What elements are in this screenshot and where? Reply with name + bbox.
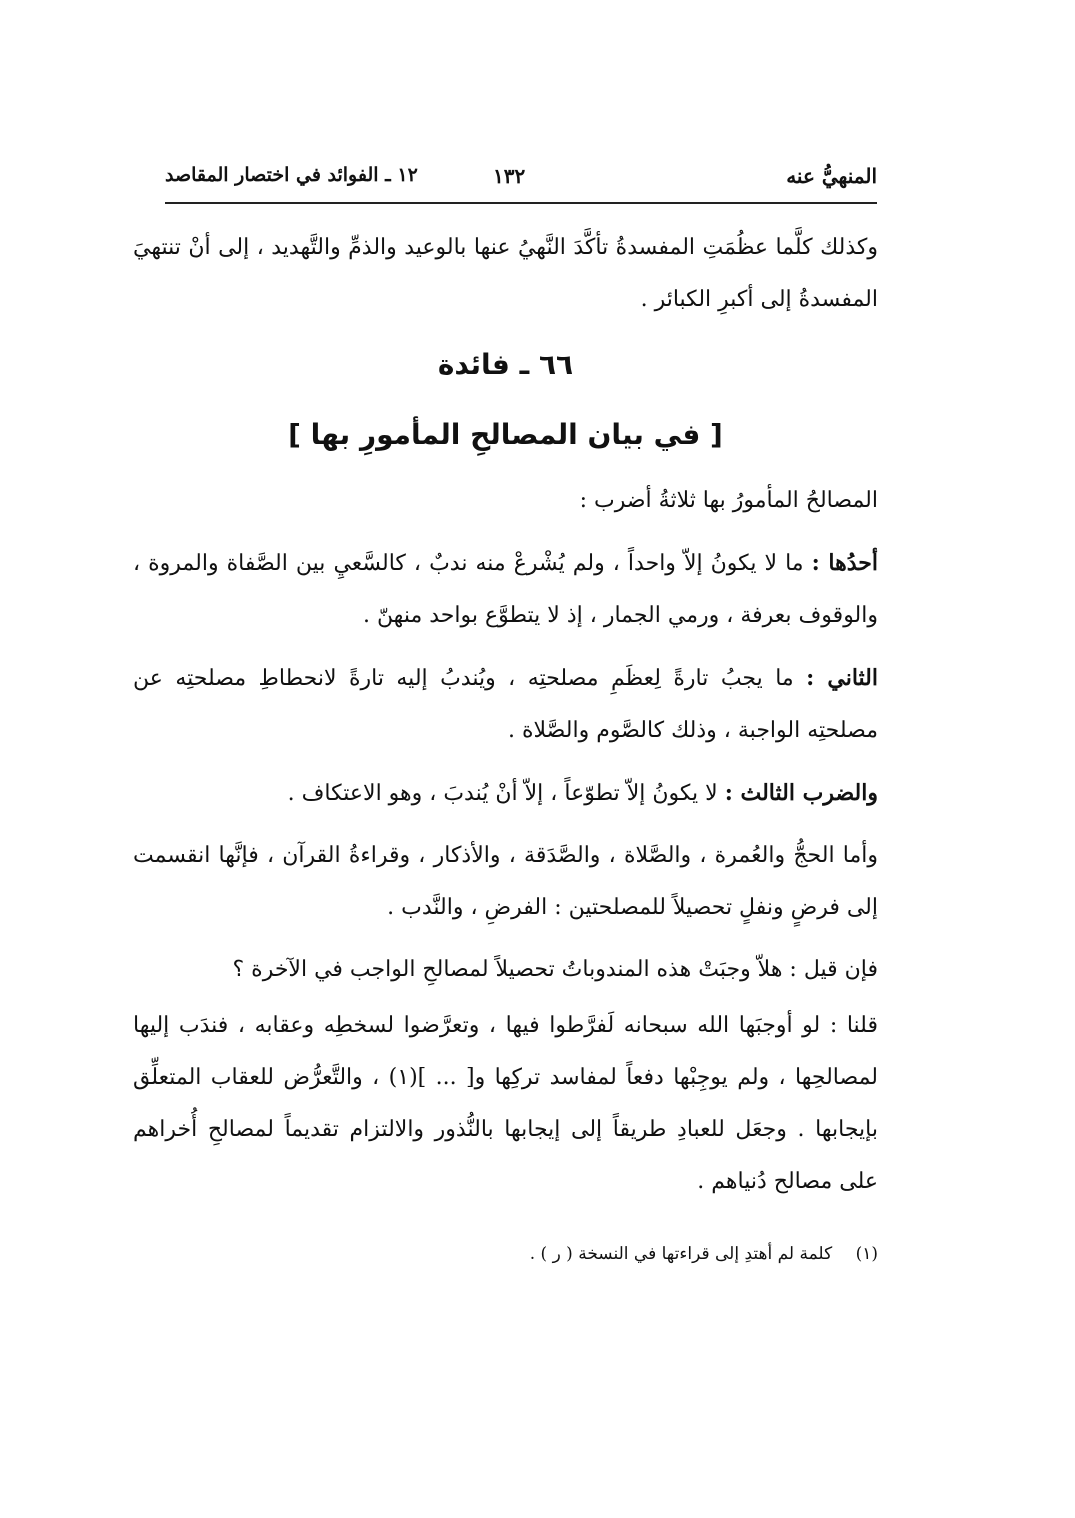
paragraph-question xyxy=(133,944,878,996)
paragraph-text: لا يكونُ إلاّ تطوّعاً ، إلاّ أنْ يُندبَ ، وهو الاعتكاف . xyxy=(287,781,718,806)
section-subtitle: [ في بيان المصالحِ المأمورِ بها ] xyxy=(288,418,723,451)
footnote-marker: (١) xyxy=(855,1244,878,1264)
paragraph-lead: الثاني : xyxy=(806,665,878,691)
paragraph-text: المصالحُ المأمورُ بها ثلاثةُ أضرب : xyxy=(579,488,878,513)
footnote xyxy=(133,1237,878,1271)
paragraph-first-type xyxy=(133,537,878,642)
paragraph-text: قلنا : لو أوجبَها الله سبحانه لَفرَّطوا فيها ، وتعرَّضوا لسخطِه وعقابه ، فندَب إليها لمصالحِها ، ولم يوجِبْها دفعاً لمفاسد تركِها و[ ... ](١) ، والتَّعرُّض للعقاب المتعلِّق بإيجابها . وجعَل للعبادِ طريقاً إلى إيجابها بالنُّذور والالتزام تقديماً لمصالحِ أُخراهم على مصالح دُنياهم . xyxy=(133,1013,878,1194)
main-text xyxy=(133,475,878,1208)
paragraph-third-type xyxy=(133,767,878,820)
intro-paragraph-block xyxy=(133,222,878,326)
footnote-text: كلمة لم أهتدِ إلى قراءتها في النسخة ( ر ) . xyxy=(529,1244,833,1264)
intro-paragraph: وكذلك كلَّما عظُمَتِ المفسدةُ تأكَّدَ النَّهيُ عنها بالوعيد والذمِّ والتَّهديد ، إلى أنْ تنتهيَ المفسدةُ إلى أكبرِ الكبائر . xyxy=(133,235,878,312)
header-book-title: ١٢ ـ الفوائد في اختصار المقاصد xyxy=(165,164,418,186)
section-heading: ٦٦ ـ فائدة xyxy=(437,348,574,381)
paragraph-second-type xyxy=(133,652,878,757)
paragraph-text: وأما الحجُّ والعُمرة ، والصَّلاة ، والصَّدَقة ، والأذكار ، وقراءةُ القرآن ، فإنَّها انقسمت إلى فرضٍ ونفلٍ تحصيلاً للمصلحتين : الفرضِ ، والنَّدب . xyxy=(133,843,878,920)
paragraph-lead: والضرب الثالث : xyxy=(724,780,878,806)
paragraph-text: فإن قيل : هلاّ وجبَتْ هذه المندوباتُ تحصيلاً لمصالحِ الواجب في الآخرة ؟ xyxy=(232,957,878,982)
paragraph-text: ما يجبُ تارةً لِعظَمِ مصلحتِه ، ويُندبُ إليه تارةً لانحطاطِ مصلحتِه عن مصلحتِه الواجبة ، وذلك كالصَّوم والصَّلاة . xyxy=(133,666,878,743)
paragraph-text: ما لا يكونُ إلاّ واحداً ، ولم يُشْرعْ منه ندبٌ ، كالسَّعيِ بين الصَّفاة والمروة ، والوقوف بعرفة ، ورمي الجمار ، إذ لا يتطوَّع بواحد منهنّ . xyxy=(133,551,878,628)
running-header xyxy=(165,150,877,204)
paragraph-hajj xyxy=(133,830,878,934)
paragraph-answer xyxy=(133,1000,878,1208)
paragraph-intro xyxy=(133,475,878,527)
header-chapter-title: المنهيُّ عنه xyxy=(786,164,877,188)
page-number: ١٣٢ xyxy=(493,164,526,188)
paragraph-lead: أحدُها : xyxy=(811,550,878,576)
